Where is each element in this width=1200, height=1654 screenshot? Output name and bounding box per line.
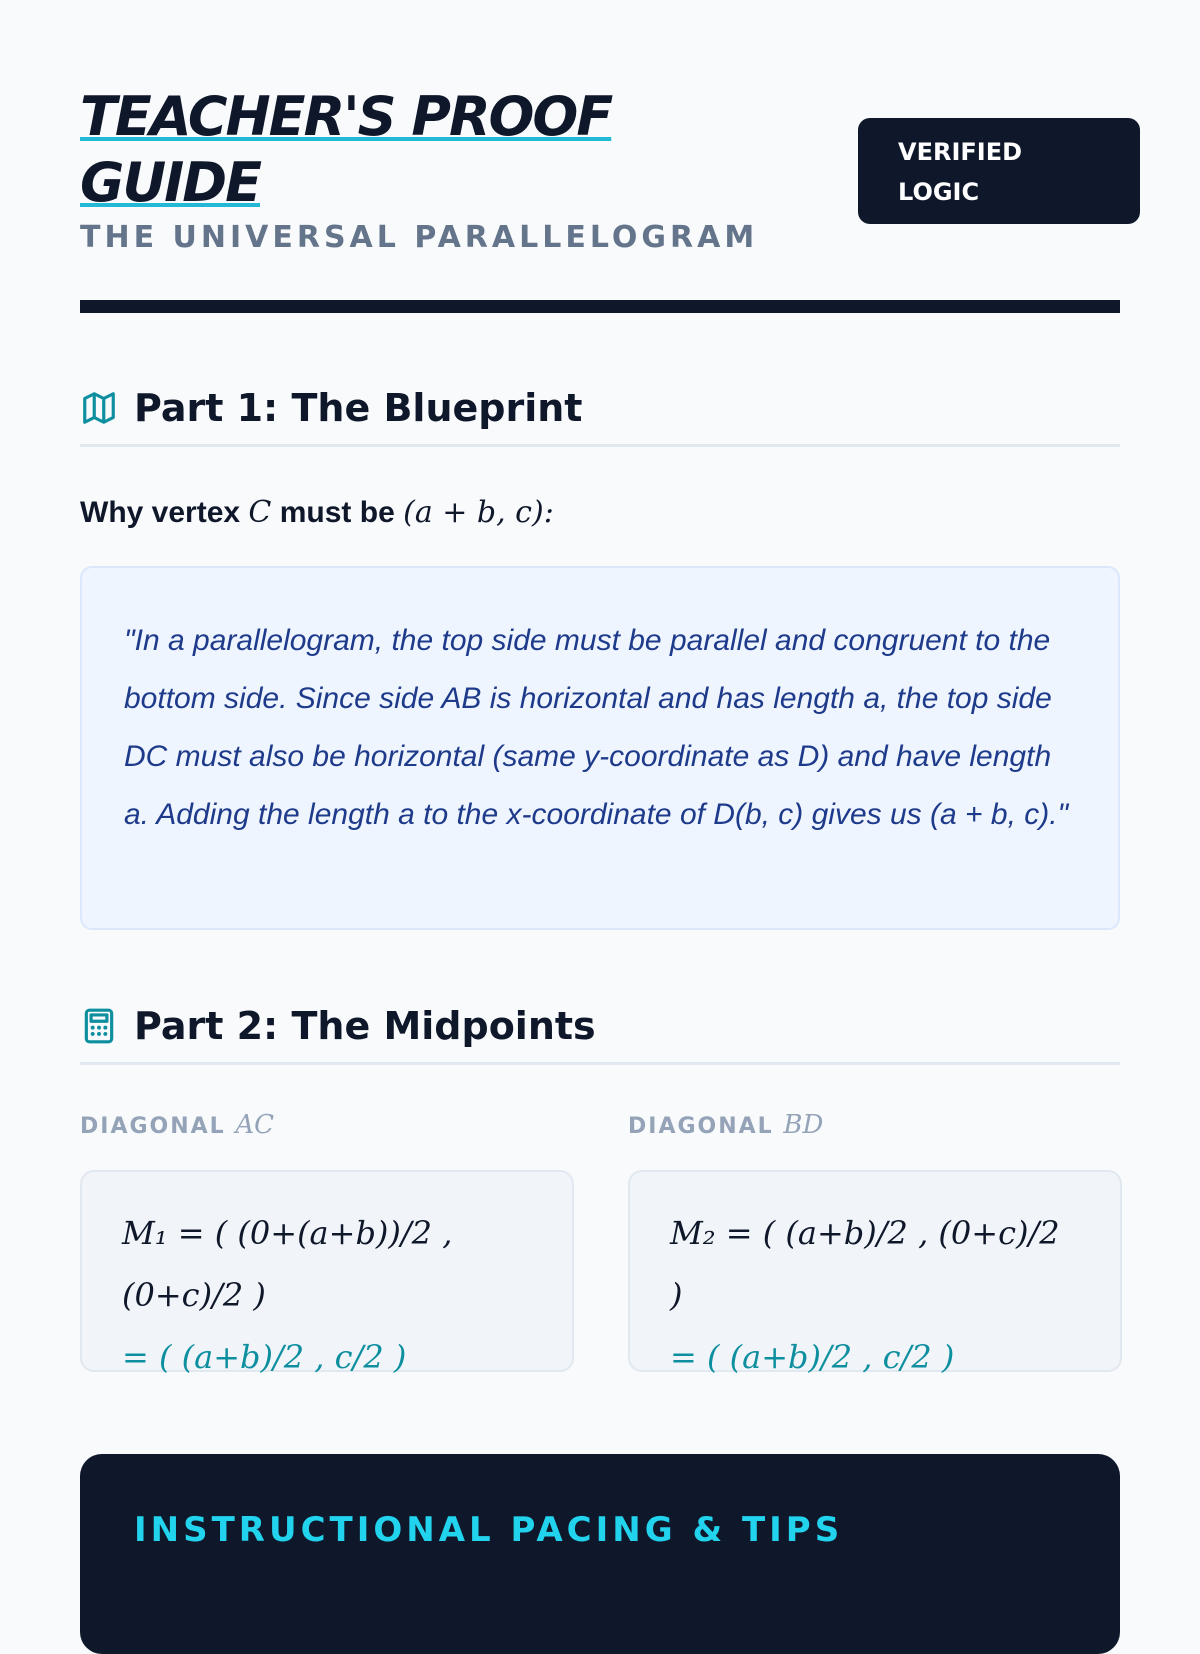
midpoint-ac-formula: M₁ = ( (0+(a+b))/2 , (0+c)/2 )	[122, 1214, 453, 1314]
part1-header	[80, 372, 1120, 447]
page-subtitle: THE UNIVERSAL PARALLELOGRAM	[80, 220, 759, 255]
map-icon	[80, 389, 118, 427]
diagonal-ac-var: AC	[235, 1110, 275, 1140]
lead-point: (a + b, c):	[403, 495, 554, 530]
vertex-c-question	[80, 495, 554, 530]
diagonal-bd-label-text: DIAGONAL	[628, 1114, 774, 1139]
blueprint-quote	[80, 566, 1120, 930]
tips-title: INSTRUCTIONAL PACING & TIPS	[134, 1510, 844, 1550]
lead-var: C	[248, 495, 272, 530]
midpoint-bd-card	[628, 1170, 1122, 1376]
verified-logic-badge	[858, 118, 1140, 224]
badge-line-2: LOGIC	[898, 178, 980, 206]
diagonal-bd-var: BD	[783, 1110, 824, 1140]
blueprint-quote-text: "In a parallelogram, the top side must be parallel and congruent to the bottom side. Since side AB is horizontal and has length a, the top side DC must also be horizontal (same y-coordinate as D) and have length a. Adding the length a to the x-coordinate of D(b, c) gives us (a + b, c)."	[124, 624, 1069, 831]
diagonal-bd-label	[628, 1110, 823, 1140]
page-title	[80, 84, 720, 216]
part2-title: Part 2: The Midpoints	[134, 1004, 596, 1048]
title-line-1: TEACHER'S PROOF	[80, 85, 612, 148]
midpoint-ac-result: = ( (a+b)/2 , c/2 )	[122, 1338, 407, 1376]
calculator-icon	[80, 1007, 118, 1045]
midpoint-bd-result: = ( (a+b)/2 , c/2 )	[670, 1338, 955, 1376]
midpoint-ac-card	[80, 1170, 574, 1376]
part2-header	[80, 990, 1120, 1065]
instructional-tips-panel	[80, 1454, 1120, 1654]
header-divider	[80, 300, 1120, 313]
part1-title: Part 1: The Blueprint	[134, 386, 583, 430]
lead-mid: must be	[279, 496, 395, 529]
lead-text: Why vertex	[80, 496, 241, 529]
midpoint-bd-formula: M₂ = ( (a+b)/2 , (0+c)/2 )	[670, 1214, 1060, 1314]
title-line-2: GUIDE	[80, 151, 260, 214]
badge-line-1: VERIFIED	[898, 138, 1023, 166]
diagonal-ac-label	[80, 1110, 274, 1140]
diagonal-ac-label-text: DIAGONAL	[80, 1114, 226, 1139]
